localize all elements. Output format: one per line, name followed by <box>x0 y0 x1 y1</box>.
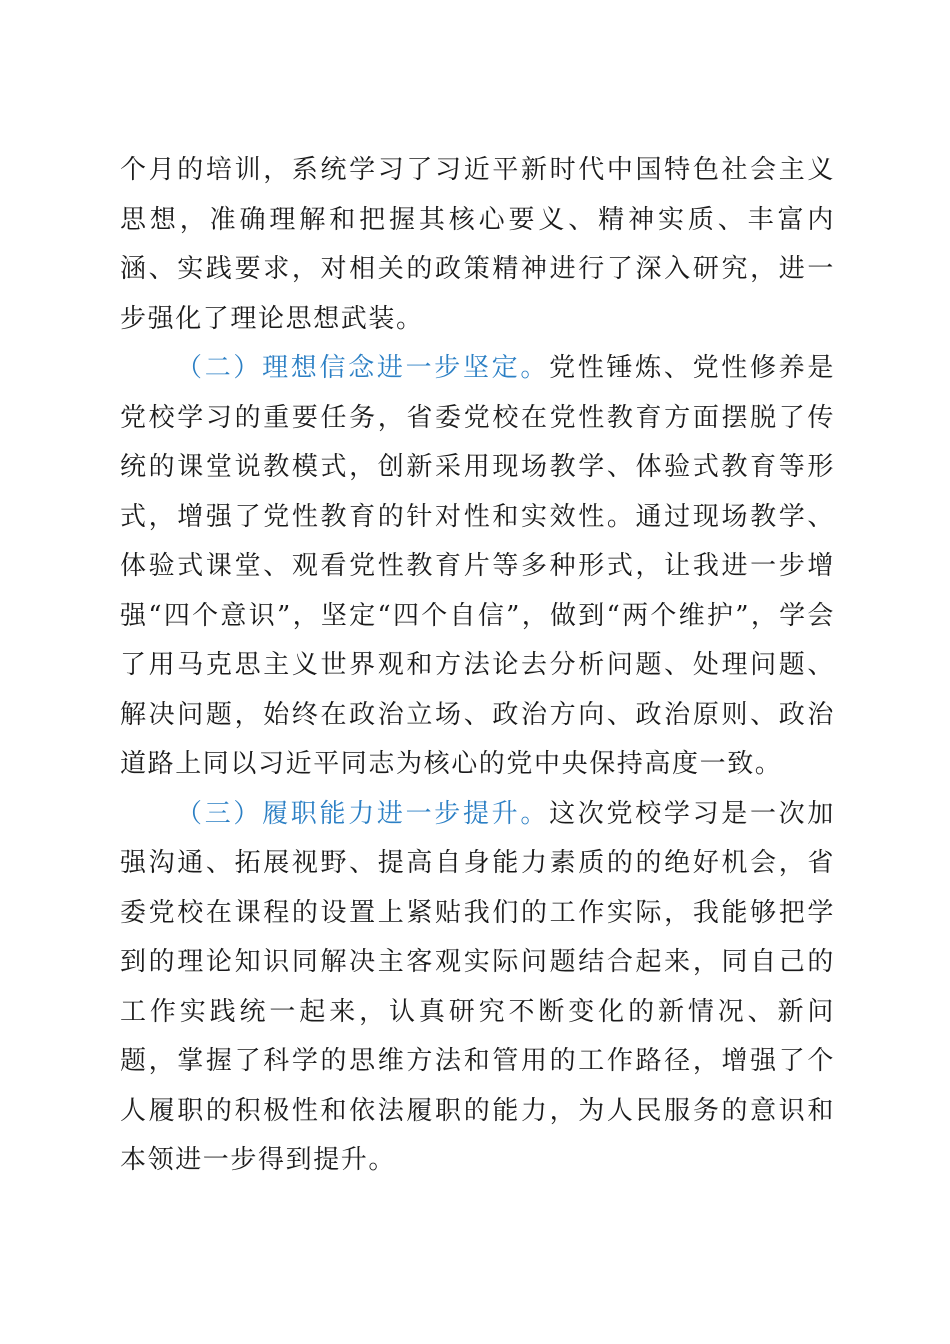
paragraph-1 <box>120 146 835 344</box>
paragraph-2-body: 党性锤炼、党性修养是党校学习的重要任务，省委党校在党性教育方面摆脱了传统的课堂说教模式，创新采用现场教学、体验式教育等形式，增强了党性教育的针对性和实效性。通过现场教学、体验式课堂、观看党性教育片等多种形式，让我进一步增强“四个意识”，坚定“四个自信”，做到“两个维护”，学会了用马克思主义世界观和方法论去分析问题、处理问题、解决问题，始终在政治立场、政治方向、政治原则、政治道路上同以习近平同志为核心的党中央保持高度一致。 <box>120 353 835 779</box>
section-heading-3: （三）履职能力进一步提升。 <box>176 798 550 829</box>
paragraph-3-body: 这次党校学习是一次加强沟通、拓展视野、提高自身能力素质的的绝好机会，省委党校在课程的设置上紧贴我们的工作实际，我能够把学到的理论知识同解决主客观实际问题结合起来，同自己的工作实践统一起来，认真研究不断变化的新情况、新问题，掌握了科学的思维方法和管用的工作路径，增强了个人履职的积极性和依法履职的能力，为人民服务的意识和本领进一步得到提升。 <box>120 798 835 1175</box>
paragraph-3 <box>120 790 835 1186</box>
document-page <box>120 146 835 1186</box>
paragraph-2 <box>120 344 835 790</box>
paragraph-1-body: 个月的培训，系统学习了习近平新时代中国特色社会主义思想，准确理解和把握其核心要义、精神实质、丰富内涵、实践要求，对相关的政策精神进行了深入研究，进一步强化了理论思想武装。 <box>120 155 835 334</box>
section-heading-2: （二）理想信念进一步坚定。 <box>176 353 550 383</box>
